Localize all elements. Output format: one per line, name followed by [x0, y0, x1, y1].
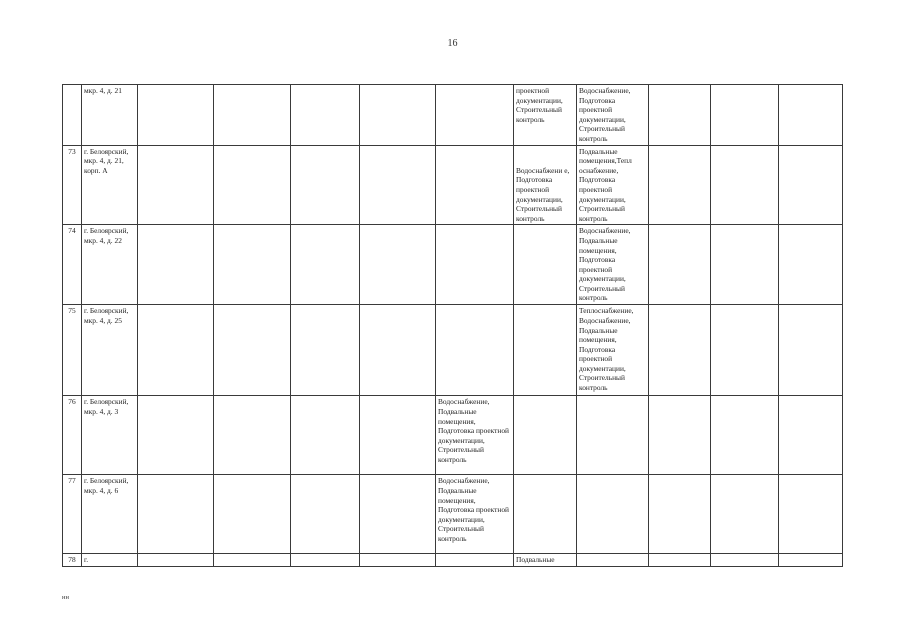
- row-address: мкр. 4, д. 21: [82, 85, 138, 146]
- row-address: г.: [82, 554, 138, 567]
- work-cell: [436, 554, 514, 567]
- footer-note: нн: [62, 594, 69, 601]
- work-cell: Водоснабжение, Подготовка проектной документации, Строительный контроль: [577, 85, 649, 146]
- work-cell: [577, 475, 649, 554]
- work-cell: [514, 396, 577, 475]
- row-number: 76: [63, 396, 82, 475]
- row-address: г. Белоярский, мкр. 4, д. 3: [82, 396, 138, 475]
- work-cell: Теплоснабжение, Водоснабжение, Подвальные помещения, Подготовка проектной документации, Строительный контроль: [577, 305, 649, 396]
- row-address: г. Белоярский, мкр. 4, д. 6: [82, 475, 138, 554]
- work-cell: [577, 554, 649, 567]
- work-cell: [514, 475, 577, 554]
- table-row: [63, 305, 843, 396]
- row-number: 73: [63, 145, 82, 225]
- page-number: 16: [447, 38, 458, 49]
- row-number: 77: [63, 475, 82, 554]
- works-table: [62, 84, 843, 567]
- work-cell: Водоснабжение, Подвальные помещения, Подготовка проектной документации, Строительный контроль: [577, 225, 649, 305]
- work-cell: [514, 225, 577, 305]
- row-number: 75: [63, 305, 82, 396]
- table-row: [63, 475, 843, 554]
- table-row: [63, 554, 843, 567]
- row-address: г. Белоярский, мкр. 4, д. 21, корп. А: [82, 145, 138, 225]
- work-cell: [577, 396, 649, 475]
- row-number: 78: [63, 554, 82, 567]
- row-address: г. Белоярский, мкр. 4, д. 22: [82, 225, 138, 305]
- table-row: [63, 396, 843, 475]
- work-cell: [436, 305, 514, 396]
- work-cell: Водоснабжение, Подвальные помещения, Подготовка проектной документации, Строительный контроль: [436, 396, 514, 475]
- work-cell: Водоснабжени е, Подготовка проектной документации, Строительный контроль: [514, 145, 577, 225]
- work-cell: [436, 145, 514, 225]
- row-number: 74: [63, 225, 82, 305]
- table-row: [63, 145, 843, 225]
- work-cell: Подвальные помещения,Тепл оснабжение, Подготовка проектной документации, Строительный контроль: [577, 145, 649, 225]
- work-cell: Водоснабжение, Подвальные помещения, Подготовка проектной документации, Строительный контроль: [436, 475, 514, 554]
- work-cell: Подвальные: [514, 554, 577, 567]
- table-row: [63, 85, 843, 146]
- row-address: г. Белоярский, мкр. 4, д. 25: [82, 305, 138, 396]
- work-cell: [436, 85, 514, 146]
- work-cell: [436, 225, 514, 305]
- table-row: [63, 225, 843, 305]
- row-number: [63, 85, 82, 146]
- work-cell: проектной документации, Строительный контроль: [514, 85, 577, 146]
- work-cell: [514, 305, 577, 396]
